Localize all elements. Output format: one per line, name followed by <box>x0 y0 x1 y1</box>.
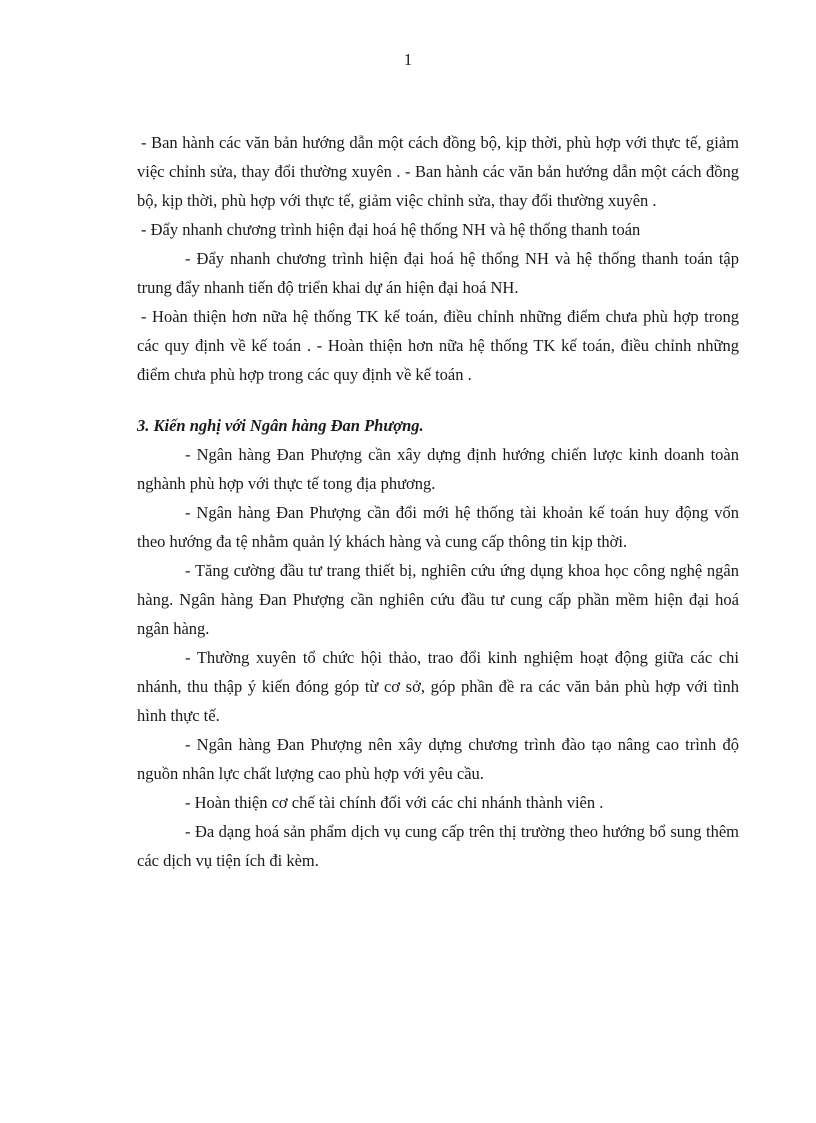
section-paragraph-3: - Tăng cường đầu tư trang thiết bị, nghiên cứu ứng dụng khoa học công nghệ ngân hàng. Ngân hàng Đan Phượng cần nghiên cứu đầu tư cung cấp phần mềm hiện đại hoá ngân hàng. <box>137 561 739 638</box>
paragraph-day-nhanh: - Đẩy nhanh chương trình hiện đại hoá hệ thống NH và hệ thống thanh toán tập trung đẩy nhanh tiến độ triển khai dự án hiện đại hoá NH. <box>137 249 739 297</box>
section-paragraph-7: - Đa dạng hoá sản phẩm dịch vụ cung cấp trên thị trường theo hướng bổ sung thêm các dịch vụ tiện ích đi kèm. <box>137 822 739 870</box>
paragraph-hoan-thien-ke-toan: - Hoàn thiện hơn nữa hệ thống TK kế toán, điều chỉnh những điểm chưa phù hợp trong các quy định về kế toán . - Hoàn thiện hơn nữa hệ thống TK kế toán, điều chỉnh những điểm chưa phù hợp trong các quy định về kế toán . <box>137 307 739 384</box>
paragraph-day-nhanh-short: - Đẩy nhanh chương trình hiện đại hoá hệ thống NH và hệ thống thanh toán <box>141 220 641 239</box>
document-body <box>137 128 739 875</box>
section-paragraph-5: - Ngân hàng Đan Phượng nên xây dựng chương trình đào tạo nâng cao trình độ nguồn nhân lực chất lượng cao phù hợp với yêu cầu. <box>137 735 739 783</box>
section-paragraph-4: - Thường xuyên tổ chức hội thảo, trao đổi kinh nghiệm hoạt động giữa các chi nhánh, thu thập ý kiến đóng góp từ cơ sở, góp phần đề ra các văn bản phù hợp với tình hình thực tế. <box>137 648 739 725</box>
page-number: 1 <box>403 50 413 69</box>
paragraph-ban-hanh: - Ban hành các văn bản hướng dẫn một cách đồng bộ, kịp thời, phù hợp với thực tế, giảm việc chỉnh sửa, thay đổi thường xuyên . - Ban hành các văn bản hướng dẫn một cách đồng bộ, kịp thời, phù hợp với thực tế, giảm việc chỉnh sửa, thay đổi thường xuyên . <box>137 133 739 210</box>
section-heading: 3. Kiến nghị với Ngân hàng Đan Phượng. <box>137 416 424 435</box>
section-paragraph-6: - Hoàn thiện cơ chế tài chính đối với các chi nhánh thành viên . <box>185 793 604 812</box>
section-paragraph-1: - Ngân hàng Đan Phượng cần xây dựng định hướng chiến lược kinh doanh toàn nghành phù hợp với thực tế tong địa phương. <box>137 445 739 493</box>
section-paragraph-2: - Ngân hàng Đan Phượng cần đổi mới hệ thống tài khoản kế toán huy động vốn theo hướng đa tệ nhằm quản lý khách hàng và cung cấp thông tin kịp thời. <box>137 503 739 551</box>
